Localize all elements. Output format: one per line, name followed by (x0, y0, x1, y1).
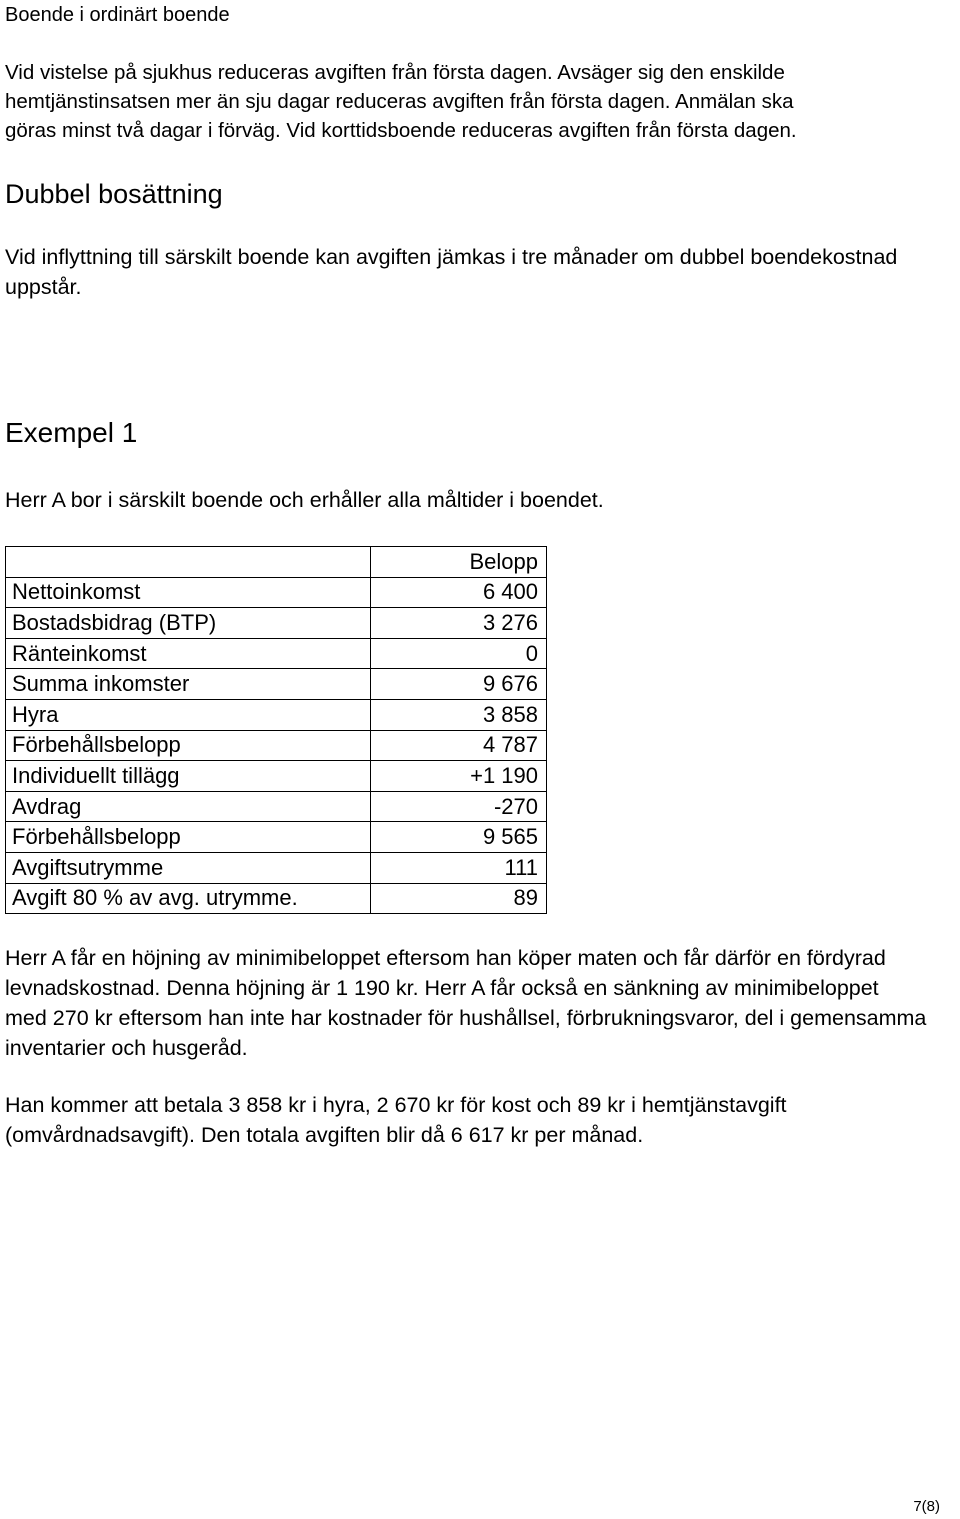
row-label: Avgift 80 % av avg. utrymme. (6, 883, 371, 914)
row-amount: 111 (371, 852, 547, 883)
table-row (6, 669, 547, 700)
row-amount: 6 400 (371, 577, 547, 608)
paragraph-example-explanation (5, 943, 926, 1063)
paragraph-line: Vid vistelse på sjukhus reduceras avgiften från första dagen. Avsäger sig den enskilde (5, 61, 785, 84)
row-label: Förbehållsbelopp (6, 730, 371, 761)
paragraph-line: (omvårdnadsavgift). Den totala avgiften blir då 6 617 kr per månad. (5, 1122, 644, 1147)
table-row (6, 761, 547, 792)
section-title: Boende i ordinärt boende (5, 4, 230, 26)
paragraph-line: göras minst två dagar i förväg. Vid korttidsboende reduceras avgiften från första dagen. (5, 119, 797, 142)
row-label: Hyra (6, 699, 371, 730)
paragraph-line: hemtjänstinsatsen mer än sju dagar reduceras avgiften från första dagen. Anmälan ska (5, 90, 794, 113)
row-amount: 3 858 (371, 699, 547, 730)
row-label: Ränteinkomst (6, 638, 371, 669)
row-amount: 9 676 (371, 669, 547, 700)
table-row (6, 852, 547, 883)
paragraph-hospital-stay (5, 58, 797, 145)
paragraph-line: uppstår. (5, 275, 82, 299)
row-amount: 89 (371, 883, 547, 914)
paragraph-line: Vid inflyttning till särskilt boende kan avgiften jämkas i tre månader om dubbel boendekostnad (5, 245, 898, 269)
table-header-amount: Belopp (371, 547, 547, 578)
row-label: Summa inkomster (6, 669, 371, 700)
paragraph-line: Han kommer att betala 3 858 kr i hyra, 2 670 kr för kost och 89 kr i hemtjänstavgift (5, 1093, 787, 1117)
row-label: Avgiftsutrymme (6, 852, 371, 883)
paragraph-line: levnadskostnad. Denna höjning är 1 190 kr. Herr A får också en sänkning av minimibeloppet (5, 976, 879, 1000)
heading-exempel: Exempel 1 (5, 417, 138, 448)
table-row (6, 699, 547, 730)
paragraph-line: Herr A får en höjning av minimibeloppet eftersom han köper maten och får därför en fördyrad (5, 946, 886, 970)
row-amount: 0 (371, 638, 547, 669)
table-header-row (6, 547, 547, 578)
table-row (6, 577, 547, 608)
paragraph-dubbel-bosattning (5, 242, 897, 302)
heading-dubbel-bosattning: Dubbel bosättning (5, 179, 223, 209)
row-amount: 9 565 (371, 822, 547, 853)
row-label: Nettoinkomst (6, 577, 371, 608)
row-amount: 3 276 (371, 608, 547, 639)
row-amount: +1 190 (371, 761, 547, 792)
row-amount: -270 (371, 791, 547, 822)
row-label: Avdrag (6, 791, 371, 822)
row-label: Individuellt tillägg (6, 761, 371, 792)
page-number: 7(8) (913, 1498, 940, 1515)
table-header-empty-cell (6, 547, 371, 578)
row-label: Förbehållsbelopp (6, 822, 371, 853)
row-amount: 4 787 (371, 730, 547, 761)
table-row (6, 883, 547, 914)
fee-calculation-table (5, 546, 547, 914)
table-row (6, 608, 547, 639)
table-row (6, 822, 547, 853)
paragraph-example-total (5, 1091, 787, 1150)
table-row (6, 791, 547, 822)
table-row (6, 730, 547, 761)
paragraph-line: inventarier och husgeråd. (5, 1036, 248, 1060)
paragraph-example-intro: Herr A bor i särskilt boende och erhåller alla måltider i boendet. (5, 488, 604, 512)
paragraph-line: med 270 kr eftersom han inte har kostnader för hushållsel, förbrukningsvaror, del i gemensamma (5, 1006, 927, 1030)
table-row (6, 638, 547, 669)
row-label: Bostadsbidrag (BTP) (6, 608, 371, 639)
